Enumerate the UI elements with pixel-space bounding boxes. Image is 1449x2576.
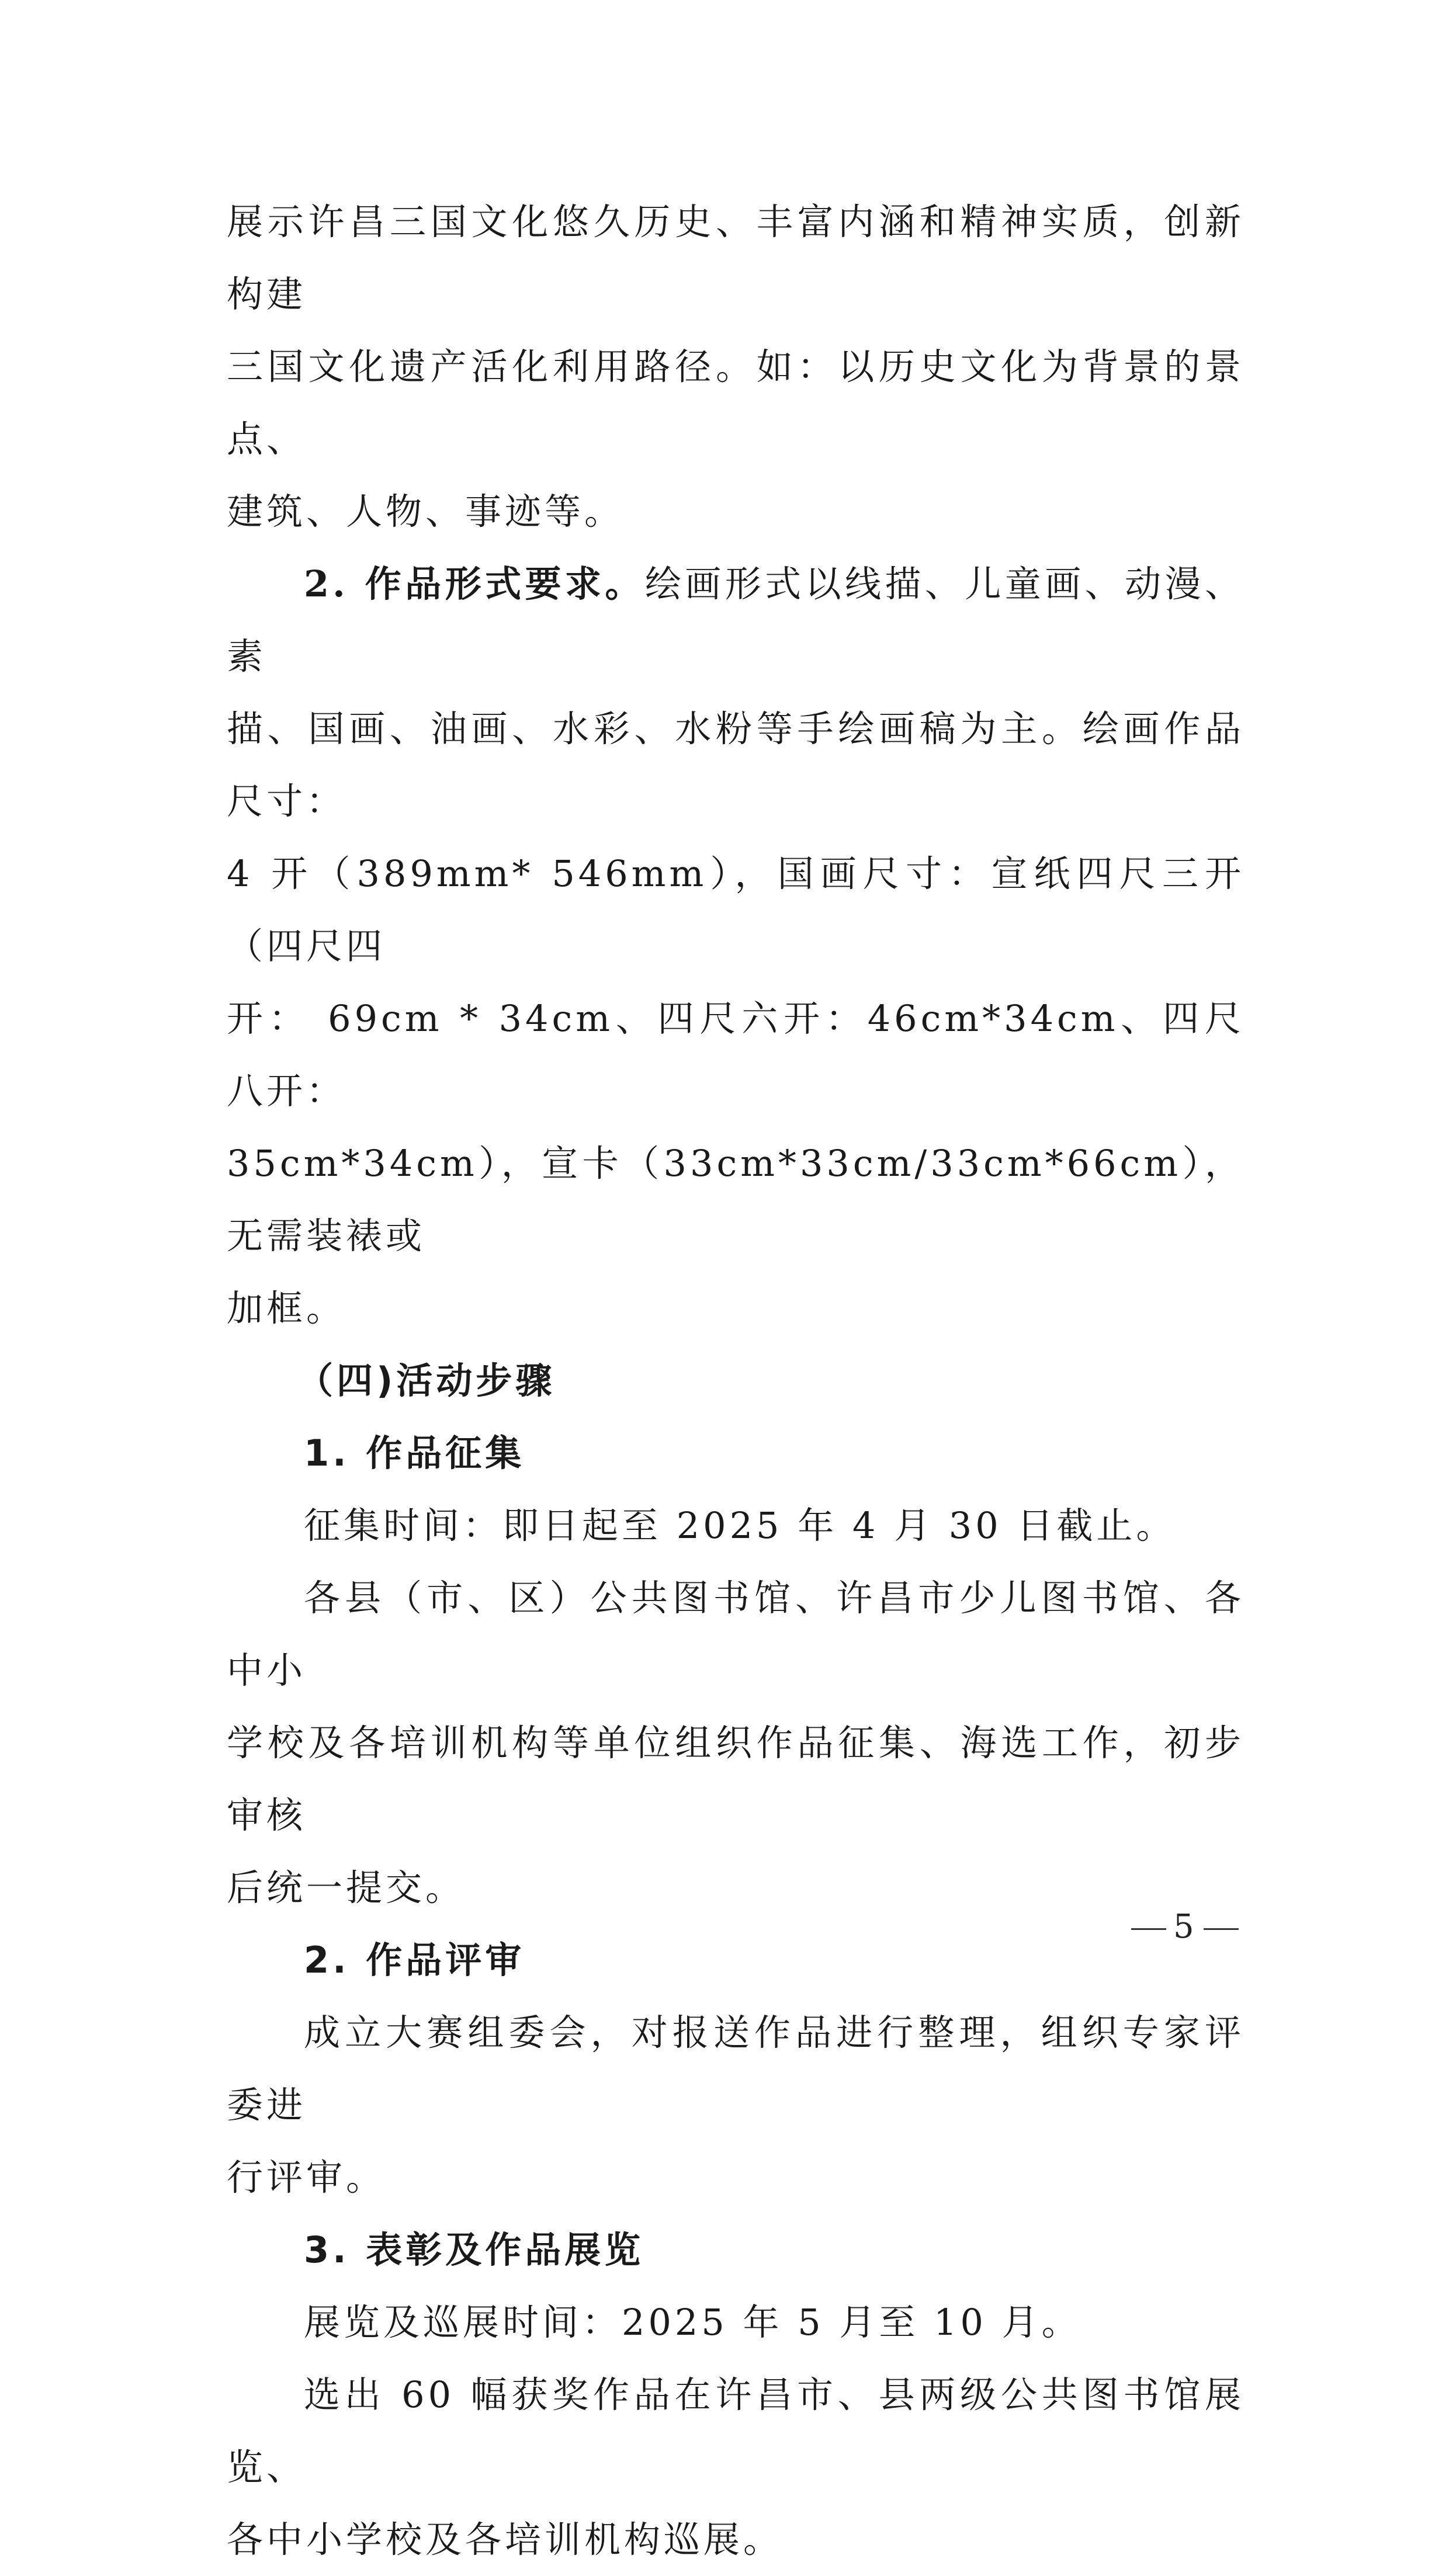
step-heading-collection: 1. 作品征集: [304, 1432, 525, 1474]
document-body: [227, 186, 1245, 2576]
exhibition-time: 展览及巡展时间：2025 年 5 月至 10 月。: [304, 2301, 1081, 2344]
paragraph-line: 成立大赛组委会，对报送作品进行整理，组织专家评委进: [227, 2011, 1245, 2126]
paragraph-line: 4 开（389mm* 546mm），国画尺寸：宣纸四尺三开（四尺四: [227, 852, 1245, 967]
paragraph-line: 开： 69cm * 34cm、四尺六开：46cm*34cm、四尺八开：: [227, 997, 1245, 1112]
paragraph-line: 选出 60 幅获奖作品在许昌市、县两级公共图书馆展览、: [227, 2373, 1245, 2488]
paragraph-line: 绘画形式以线描、儿童画、动漫、素: [227, 563, 1245, 678]
section-heading-activity-steps: （四)活动步骤: [297, 1359, 556, 1402]
paragraph-line: 建筑、人物、事迹等。: [227, 490, 625, 533]
paragraph-line: 35cm*34cm），宣卡（33cm*33cm/33cm*66cm），无需装裱或: [227, 1142, 1245, 1257]
page-number-dash-left: [1131, 1928, 1166, 1930]
paragraph-form-requirements: [227, 548, 1245, 693]
paragraph-line: 各中小学校及各培训机构巡展。: [227, 2518, 784, 2561]
paragraph-line: 加框。: [227, 1287, 346, 1329]
form-requirements-lead: 2. 作品形式要求。: [304, 563, 645, 605]
page-number-value: 5: [1173, 1908, 1197, 1946]
step-heading-exhibition: 3. 表彰及作品展览: [304, 2228, 644, 2271]
collection-time: 征集时间：即日起至 2025 年 4 月 30 日截止。: [304, 1504, 1176, 1547]
paragraph-line: 展示许昌三国文化悠久历史、丰富内涵和精神实质，创新构建: [227, 200, 1245, 315]
paragraph-line: 三国文化遗产活化利用路径。如：以历史文化为背景的景点、: [227, 345, 1245, 460]
page-number: [1131, 1908, 1239, 1946]
paragraph-line: 行评审。: [227, 2156, 386, 2199]
step-heading-review: 2. 作品评审: [304, 1939, 525, 1981]
paragraph-line: 各县（市、区）公共图书馆、许昌市少儿图书馆、各中小: [227, 1577, 1245, 1692]
paragraph-line: 后统一提交。: [227, 1866, 466, 1909]
page-number-dash-right: [1204, 1928, 1239, 1930]
paragraph-line: 学校及各培训机构等单位组织作品征集、海选工作，初步审核: [227, 1721, 1245, 1836]
paragraph-line: 描、国画、油画、水彩、水粉等手绘画稿为主。绘画作品尺寸：: [227, 707, 1245, 822]
